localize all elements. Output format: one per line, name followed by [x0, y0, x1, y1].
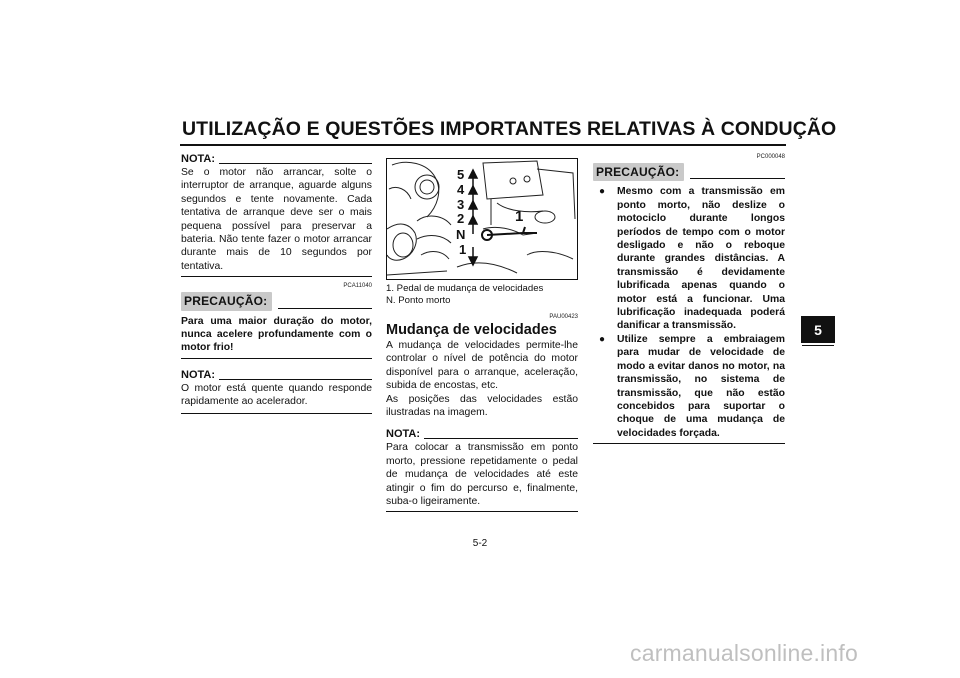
page-number: 5-2 — [472, 538, 488, 549]
chapter-tab: 5 — [801, 316, 835, 343]
nota-label: NOTA: — [181, 368, 216, 381]
precaution-rule — [690, 178, 785, 179]
body-paragraph: A mudança de velocidades permite-lhe controlar o nível de potência do motor disponível para o arranque, aceleração, subida de encostas, etc. — [386, 340, 578, 392]
nota-heading — [181, 153, 372, 166]
page-title: UTILIZAÇÃO E QUESTÕES IMPORTANTES RELATIVAS À CONDUÇÃO — [182, 118, 837, 140]
nota-heading — [181, 369, 372, 382]
precaution-text: Para uma maior duração do motor, nunca acelere profundamente com o motor frio! — [181, 315, 372, 354]
bullet-icon: ● — [599, 186, 606, 198]
caption-line: 1. Pedal de mudança de velocidades — [386, 283, 544, 294]
gear-label-4: 4 — [457, 182, 465, 197]
gear-label-5: 5 — [457, 167, 465, 182]
right-column — [593, 153, 785, 444]
nota-rule — [219, 379, 372, 380]
caption-line: N. Ponto morto — [386, 295, 451, 306]
nota-rule — [219, 163, 372, 164]
nota-text: Para colocar a transmissão em ponto morto, pressione repetidamente o pedal de mudança de velocidades até este atingir o fim do percurso e, finalmente, suba-o ligeiramente. — [386, 442, 578, 508]
section-rule — [593, 443, 785, 444]
nota-heading — [386, 428, 578, 441]
title-rule — [180, 144, 786, 146]
section-rule — [386, 511, 578, 512]
section-rule — [181, 358, 372, 359]
section-rule — [181, 276, 372, 277]
nota-label: NOTA: — [181, 153, 216, 165]
gear-label-1: 1 — [459, 242, 467, 257]
precaution-heading — [181, 292, 372, 310]
section-rule — [181, 413, 372, 414]
nota-rule — [424, 438, 578, 439]
precaution-label: PRECAUÇÃO: — [181, 292, 272, 310]
section-code: PC000048 — [756, 154, 785, 160]
precaution-rule — [278, 308, 372, 309]
gear-label-3: 3 — [457, 197, 465, 212]
pedal-callout: 1 — [515, 208, 524, 225]
list-item — [593, 333, 785, 440]
gear-shift-illustration — [387, 159, 577, 279]
precaution-label: PRECAUÇÃO: — [593, 163, 684, 181]
nota-label: NOTA: — [386, 428, 421, 441]
list-item-text: Mesmo com a transmissão em ponto morto, não deslize o motociclo durante longos períodos de tempo com o motor desligado e não o reboque durante grandes distâncias. A transmissão é devidamente lubrificada apenas quando o motor está a funcionar. Uma lubrificação inadequada poderá danificar a transmissão. — [617, 186, 785, 332]
watermark: carmanualsonline.info — [630, 640, 858, 666]
body-paragraph: As posições das velocidades estão ilustradas na imagem. — [386, 393, 578, 419]
bullet-icon: ● — [599, 333, 606, 345]
nota-text: O motor está quente quando responde rapidamente ao acelerador. — [181, 382, 372, 408]
precaution-heading — [593, 163, 785, 181]
gear-label-2: 2 — [457, 211, 465, 226]
gear-label-n: N — [456, 227, 466, 242]
figure-caption — [386, 283, 578, 307]
precaution-list — [593, 185, 785, 440]
list-item — [593, 185, 785, 332]
gear-shift-figure — [386, 158, 578, 280]
section-heading: Mudança de velocidades — [386, 322, 557, 338]
section-code: PAU00423 — [549, 314, 578, 320]
nota-text: Se o motor não arrancar, solte o interruptor de arranque, aguarde alguns segundos e tente novamente. Cada tentativa de arranque deve ser o mais pequena possível para preservar a bateria. Não tente fazer o motor arrancar durante mais de 10 segundos por tentativa. — [181, 167, 372, 272]
list-item-text: Utilize sempre a embraiagem para mudar de velocidade de modo a evitar danos no motor, na transmissão, no sistema de transmissão, que não estão concebidos para suportar o choque de uma mudança de velocidades forçada. — [617, 333, 785, 439]
chapter-tab-rule — [802, 345, 834, 346]
left-column — [181, 153, 372, 414]
middle-column — [386, 158, 578, 512]
section-code: PCA11040 — [343, 283, 372, 290]
